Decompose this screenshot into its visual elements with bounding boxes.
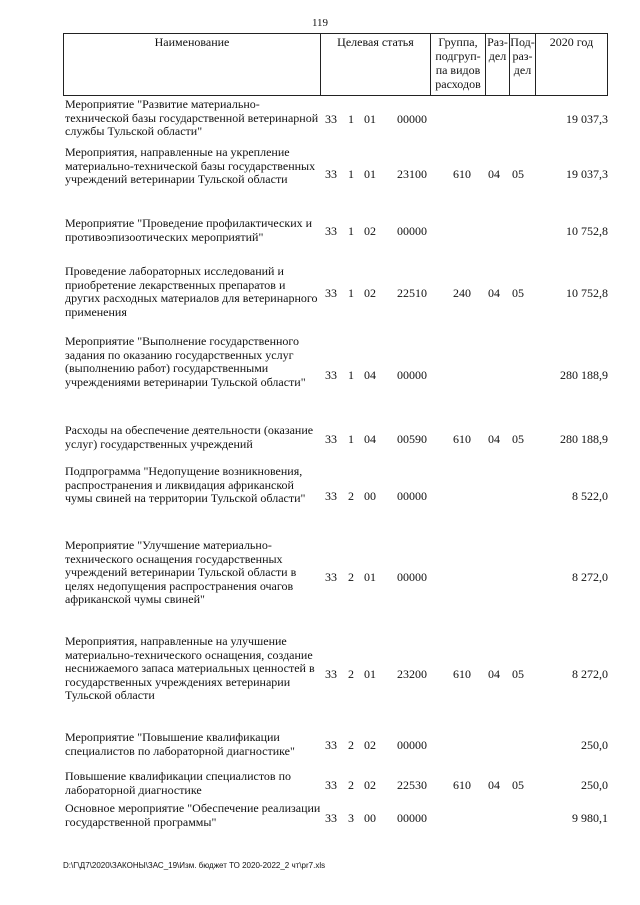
row-subsection: 05 [512,167,524,181]
row-sum: 280 188,9 [560,432,608,446]
row-code-event: 01 [364,667,376,681]
row-name: Мероприятие "Выполнение государственного задания по оказанию государственных услуг (выполнению работ) государственными учреждениями ветеринарии Тульской области" [65,334,306,389]
row-sum: 280 188,9 [560,368,608,382]
row-code-direction: 00000 [397,112,427,126]
row-sum: 250,0 [581,778,608,792]
row-code-direction: 00590 [397,432,427,446]
row-name: Повышение квалификации специалистов по лабораторной диагностике [65,769,292,797]
row-sum: 10 752,8 [566,286,608,300]
row-sum: 19 037,3 [566,167,608,181]
row-name: Мероприятия, направленные на улучшение материально-технического оснащения, создание неснижаемого запаса материальных ценностей в государственных учреждениях ветеринарии Тульской области [65,634,315,702]
table-header [63,33,608,96]
header-year: 2020 год [535,33,608,96]
row-code-subprogram: 2 [348,738,354,752]
row-sum: 8 272,0 [572,667,608,681]
row-section: 04 [488,167,500,181]
row-code-program: 33 [325,224,337,238]
row-code-direction: 22510 [397,286,427,300]
row-code-direction: 23200 [397,667,427,681]
row-code-direction: 00000 [397,738,427,752]
row-code-subprogram: 1 [348,286,354,300]
row-code-program: 33 [325,167,337,181]
row-group: 240 [453,286,471,300]
row-name: Мероприятие "Улучшение материально-технического оснащения государственных учреждений ветеринарии Тульской области в целях недопущения распространения очагов африканской чумы свиней" [65,538,297,606]
row-group: 610 [453,667,471,681]
header-target: Целевая статья [320,33,431,96]
header-name: Наименование [63,33,321,96]
row-subsection: 05 [512,778,524,792]
row-name: Мероприятие "Повышение квалификации специалистов по лабораторной диагностике" [65,730,295,758]
row-code-event: 02 [364,778,376,792]
row-code-subprogram: 2 [348,667,354,681]
row-sum: 250,0 [581,738,608,752]
row-code-direction: 00000 [397,489,427,503]
row-code-program: 33 [325,811,337,825]
row-code-event: 00 [364,489,376,503]
row-code-direction: 00000 [397,224,427,238]
row-sum: 19 037,3 [566,112,608,126]
row-code-direction: 00000 [397,811,427,825]
row-code-direction: 22530 [397,778,427,792]
row-code-event: 04 [364,432,376,446]
row-group: 610 [453,167,471,181]
row-section: 04 [488,778,500,792]
page-number: 119 [311,17,329,29]
row-code-event: 01 [364,112,376,126]
header-group: Группа, подгруп-па видов расходов [430,33,486,96]
row-code-event: 01 [364,167,376,181]
row-subsection: 05 [512,667,524,681]
header-section: Раз-дел [485,33,510,96]
row-code-event: 04 [364,368,376,382]
row-code-direction: 23100 [397,167,427,181]
row-subsection: 05 [512,432,524,446]
row-code-subprogram: 2 [348,570,354,584]
row-code-subprogram: 1 [348,112,354,126]
row-name: Расходы на обеспечение деятельности (оказание услуг) государственных учреждений [65,423,314,451]
row-code-program: 33 [325,489,337,503]
row-code-event: 01 [364,570,376,584]
row-name: Мероприятие "Развитие материально-технической базы государственной ветеринарной службы Тульской области" [65,97,319,138]
row-section: 04 [488,432,500,446]
row-sum: 9 980,1 [572,811,608,825]
file-path-footer: D:\Г\Д7\2020\ЗАКОНЫ\ЗАС_19\Изм. бюджет ТО 2020-2022_2 чт\pr7.xls [63,861,326,870]
row-group: 610 [453,778,471,792]
row-name: Подпрограмма "Недопущение возникновения, распространения и ликвидация африканской чумы свиней на территории Тульской области" [65,464,306,505]
row-code-subprogram: 3 [348,811,354,825]
row-code-subprogram: 1 [348,432,354,446]
row-code-program: 33 [325,286,337,300]
row-code-program: 33 [325,368,337,382]
row-section: 04 [488,286,500,300]
row-code-program: 33 [325,738,337,752]
row-code-subprogram: 1 [348,224,354,238]
row-code-subprogram: 2 [348,489,354,503]
header-subsection: Под-раз-дел [509,33,536,96]
row-code-event: 02 [364,224,376,238]
row-code-event: 02 [364,738,376,752]
row-subsection: 05 [512,286,524,300]
row-section: 04 [488,667,500,681]
row-code-event: 02 [364,286,376,300]
row-name: Основное мероприятие "Обеспечение реализации государственной программы" [65,801,321,829]
row-code-program: 33 [325,570,337,584]
row-code-direction: 00000 [397,570,427,584]
row-group: 610 [453,432,471,446]
row-sum: 10 752,8 [566,224,608,238]
row-code-subprogram: 2 [348,778,354,792]
row-sum: 8 522,0 [572,489,608,503]
row-sum: 8 272,0 [572,570,608,584]
row-name: Мероприятия, направленные на укрепление материально-технической базы государственных учреждений ветеринарии Тульской области [65,145,316,186]
row-code-event: 00 [364,811,376,825]
row-code-program: 33 [325,667,337,681]
row-code-program: 33 [325,778,337,792]
row-code-subprogram: 1 [348,167,354,181]
row-code-subprogram: 1 [348,368,354,382]
row-code-direction: 00000 [397,368,427,382]
row-code-program: 33 [325,432,337,446]
row-code-program: 33 [325,112,337,126]
row-name: Проведение лабораторных исследований и приобретение лекарственных препаратов и других расходных материалов для ветеринарного применения [65,264,318,319]
row-name: Мероприятие "Проведение профилактических и противоэпизоотических мероприятий" [65,216,313,244]
